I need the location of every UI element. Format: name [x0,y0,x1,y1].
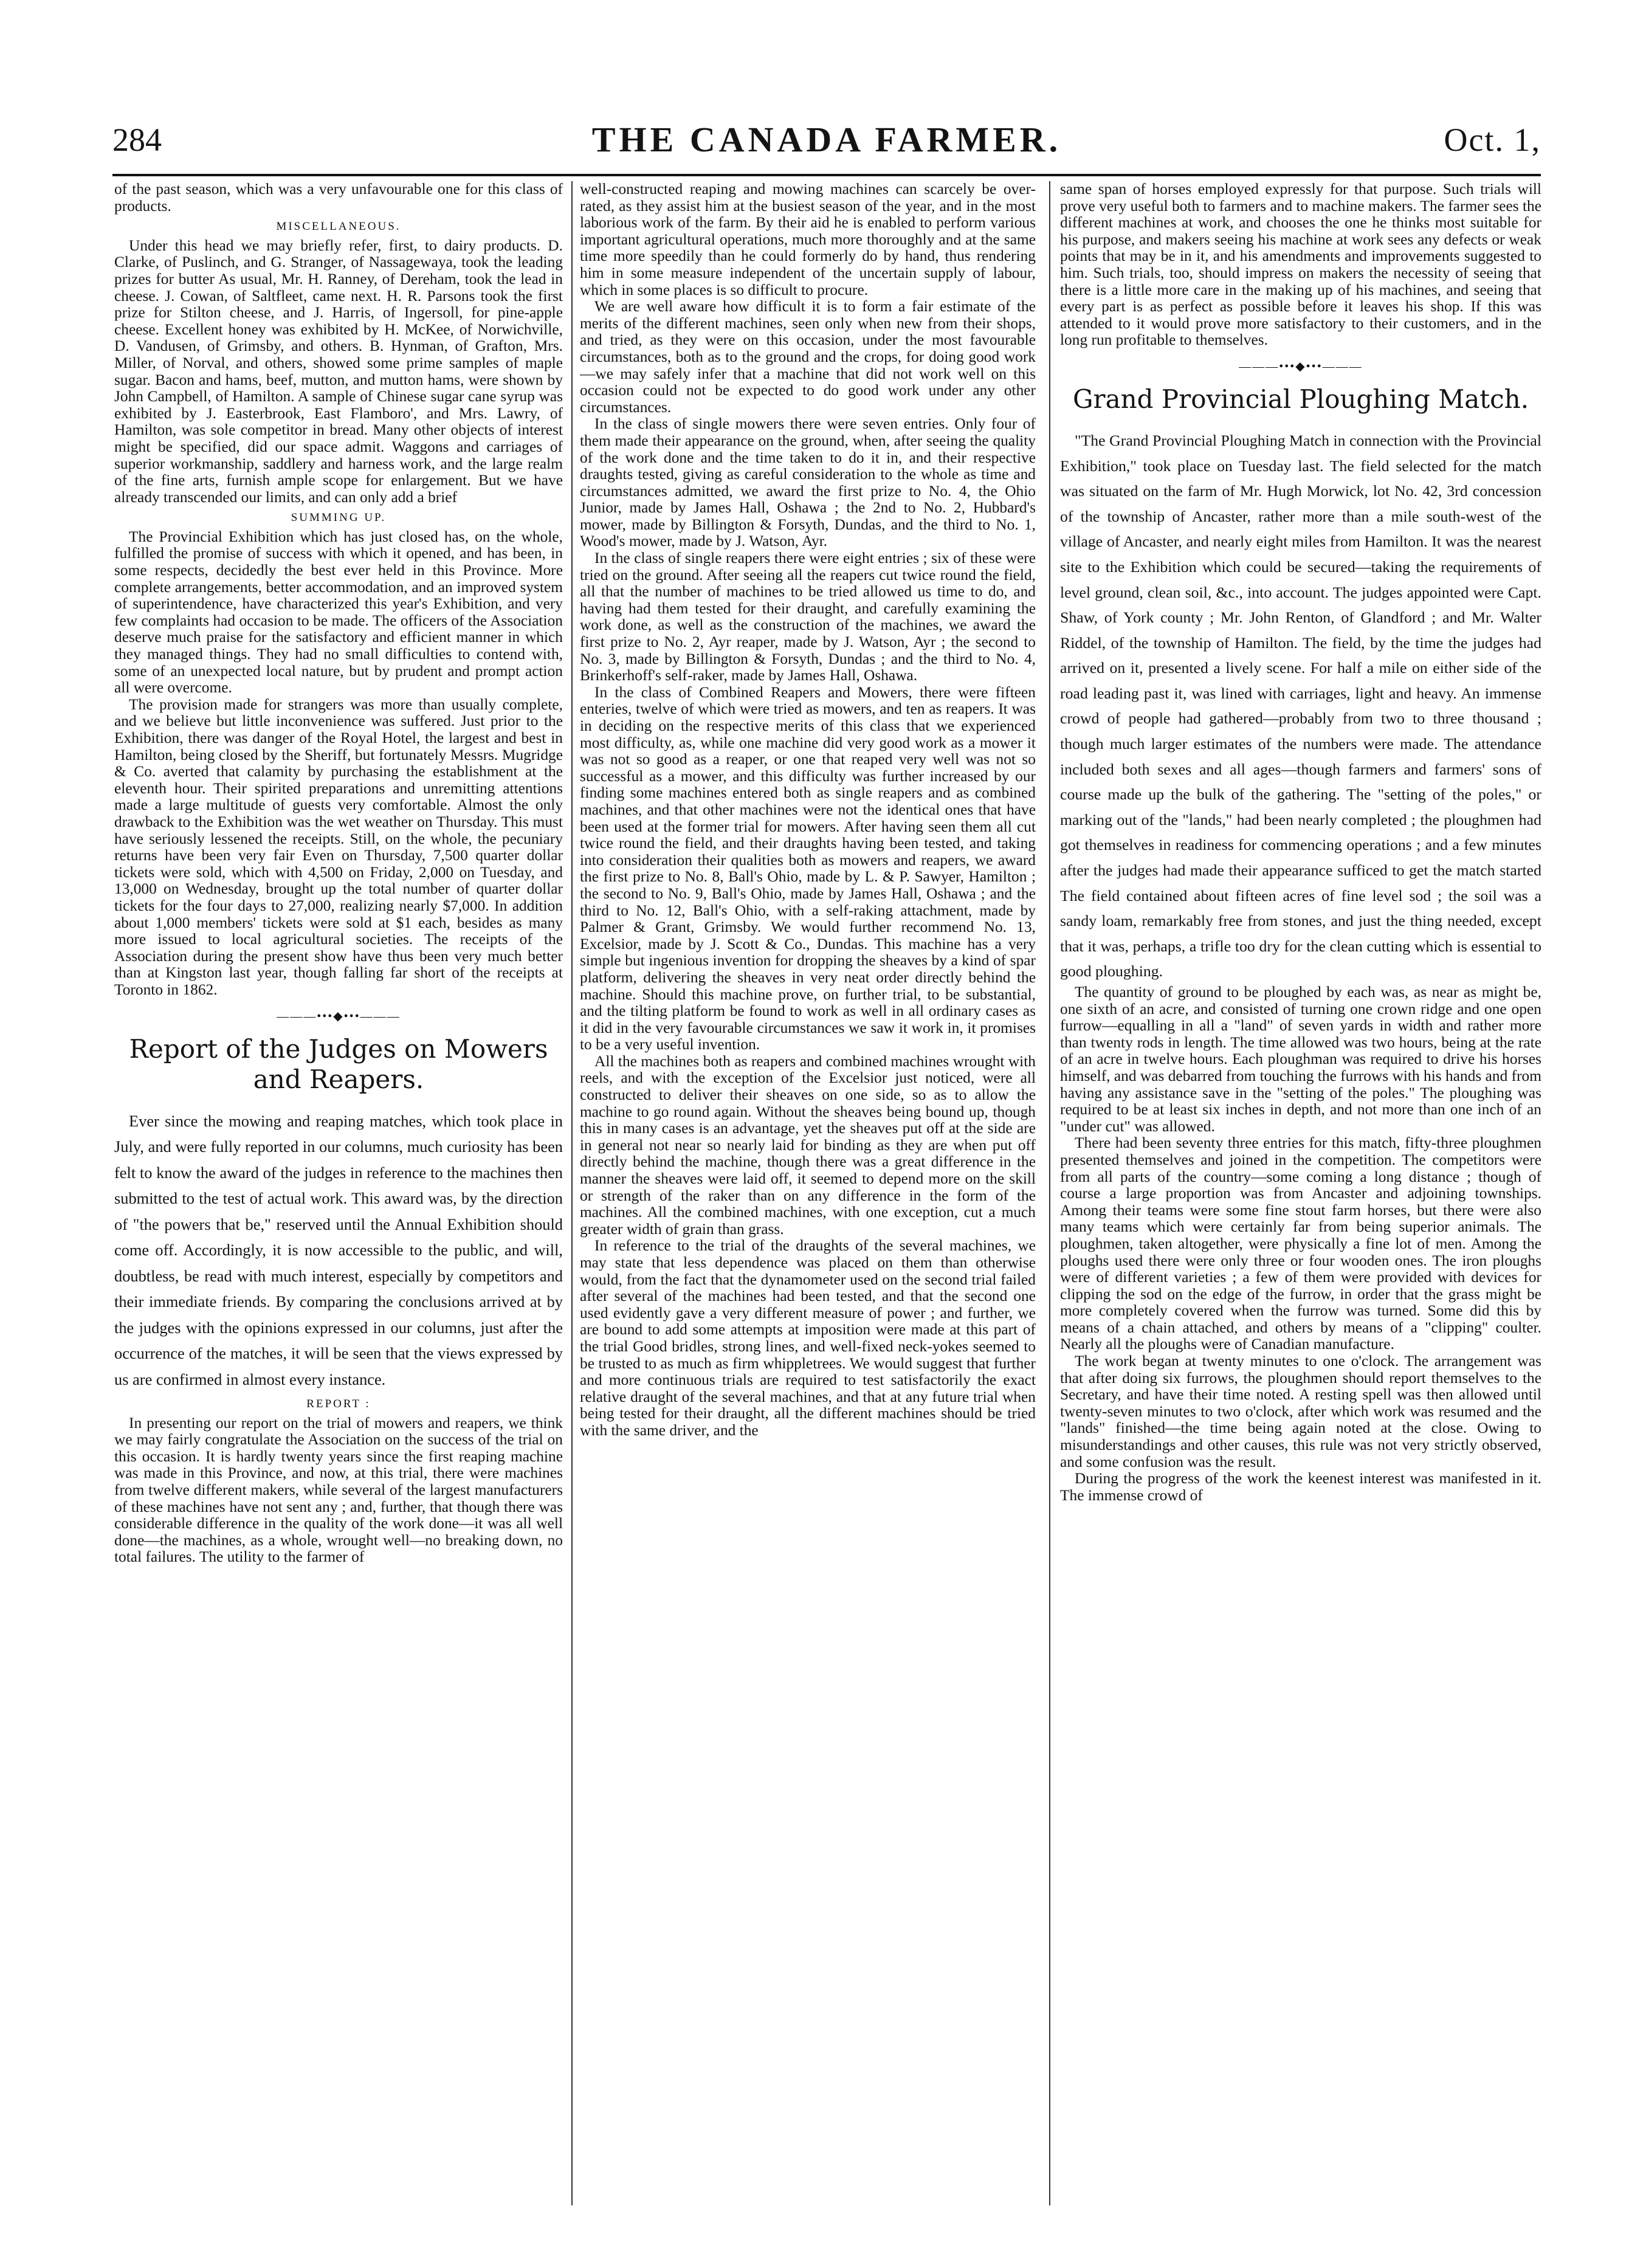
column-2 [580,181,1036,2205]
section-heading-miscellaneous: MISCELLANEOUS. [276,220,401,233]
column-3 [1060,181,1541,2205]
paragraph: In presenting our report on the trial of mowers and reapers, we think we may fairly congratulate the Association on the success of the trial on this occasion. It is hardly twenty years since the first reaping machine was made in this Province, and now, at this trial, there were machines from twelve different makers, while several of the largest manufacturers of these machines have not sent any ; and, further, that though there was considerable difference in the quality of the work done—it was all well done—the machines, as a whole, wrought well—no breaking down, no total failures. The utility to the farmer of [114,1414,563,1566]
paragraph: The quantity of ground to be ploughed by each was, as near as might be, one sixth of an acre, and consisted of turning one crown ridge and one open furrow—equalling in all a "land" of seven yards in width and rather more than twenty rods in length. The time allowed was two hours, being at the rate of an acre in twelve hours. Each ploughman was required to drive his horses himself, and was debarred from touching the furrows with his hands and from having any assistance save in the "setting of the poles." The ploughing was required to be at least six inches in depth, and not more than one inch of an "under cut" was allowed. [1060,984,1541,1135]
ornamental-divider: ———•••◆•••——— [277,1009,401,1023]
paragraph: In the class of Combined Reapers and Mowers, there were fifteen enteries, twelve of which were tried as mowers, and ten as reapers. It was in deciding on the respective merits of this class that we experienced most difficulty, as, while one machine did very good work as a mower it was not so good as a reaper, or one that reaped very well was not so successful as a mower, and this difficulty was further increased by our finding some machines entered both as single reapers and as combined machines, and that other machines were not the identical ones that have been used at the former trial for mowers. After having seen them all cut twice round the field, and their draughts having been tested, and taking into consideration their qualities both as mowers and reapers, we award the first prize to No. 8, Ball's Ohio, made by L. & P. Sawyer, Hamilton ; the second to No. 9, Ball's Ohio, made by James Hall, Oshawa ; and the third to No. 12, Ball's Ohio, with a self-raking attachment, made by Palmer & Grant, Grimsby. We would further recommend No. 13, Excelsior, made by J. Scott & Co., Dundas. This machine has a very simple but ingenious invention for dropping the sheaves by a kind of spar platform, delivering the sheaves in very neat order directly behind the machine. Should this machine prove, on further trial, to be substantial, and the tilting platform be found to work as well in all ordinary cases as it did in the very favourable circumstances we saw it work in, it promises to be a very useful invention. [580,683,1036,1053]
page-number: 284 [112,122,162,158]
column-divider [571,181,573,2205]
ornamental-divider: ———•••◆•••——— [1239,359,1363,373]
article-intro [114,1108,563,1393]
paragraph: Ever since the mowing and reaping matches, which took place in July, and were fully reported in our columns, much curiosity has been felt to know the award of the judges in reference to the machines then submitted to the test of actual work. This award was, by the direction of "the powers that be," reserved until the Annual Exhibition should come off. Accordingly, it is now accessible to the public, and will, doubtless, be read with much interest, especially by competitors and their immediate friends. By comparing the conclusions arrived at by the judges with the opinions expressed in our columns, just after the occurrence of the matches, it will be seen that the views expressed by us are confirmed in almost every instance. [114,1111,563,1388]
paragraph: During the progress of the work the keenest interest was manifested in it. The immense crowd of [1060,1470,1541,1504]
header-rule [112,174,1541,176]
paragraph: We are well aware how difficult it is to form a fair estimate of the merits of the different machines, seen only when new from their shops, and tried, as they were on this occasion, under the most favourable circumstances, both as to the ground and the crops, for doing good work—we may safely infer that a machine that did not work well on this occasion could not be expected to do good work under any other circumstances. [580,298,1036,416]
paragraph: same span of horses employed expressly for that purpose. Such trials will prove very useful both to farmers and to machine makers. The farmer sees the different machines at work, and chooses the one he thinks most suitable for his purpose, and makers seeing his machine at work sees any defects or weak points that may be in it, and his amendments and improvements suggested to him. Such trials, too, should impress on makers the necessity of seeing that there is a little more care in the making up of his machines, and seeing that every part is as perfect as possible before it leaves his shop. If this was attended to it would prove more satisfactory to their customers, and in the long run profitable to themselves. [1060,181,1541,349]
paragraph: In the class of single reapers there were eight entries ; six of these were tried on the ground. After seeing all the reapers cut twice round the field, all that the number of machines to be tried allowed us time to do, and having had them tested for their draught, and carefully examining the work done, as well as the construction of the machines, we award the first prize to No. 2, Ayr reaper, made by J. Watson, Ayr ; the second to No. 3, made by Billington & Forsyth, Dundas ; and the third to No. 4, Brinkerhoff's self-raker, made by James Hall, Oshawa. [580,550,1036,684]
paragraph: The provision made for strangers was more than usually complete, and we believe but little inconvenience was suffered. Just prior to the Exhibition, there was danger of the Royal Hotel, the largest and best in Hamilton, being closed by the Sheriff, but fortunately Messrs. Mugridge & Co. averted that calamity by purchasing the establishment at the eleventh hour. Their spirited preparations and unremitting attentions made a large multitude of guests very comfortable. Almost the only drawback to the Exhibition was the wet weather on Thursday. This must have seriously lessened the receipts. Still, on the whole, the pecuniary returns have been very fair Even on Thursday, 7,500 quarter dollar tickets were sold, which with 4,500 on Friday, 2,000 on Tuesday, and 13,000 on Wednesday, brought up the total number of quarter dollar tickets for the four days to 27,000, realizing nearly $7,000. In addition about 1,000 members' tickets were sold at $1 each, besides as many more issued to local agricultural societies. The receipts of the Association during the present show have thus been very much better than at Kingston last year, though falling far short of the receipts at Toronto in 1862. [114,695,563,998]
paragraph: "The Grand Provincial Ploughing Match in connection with the Provincial Exhibition," took place on Tuesday last. The field selected for the match was situated on the farm of Mr. Hugh Morwick, lot No. 42, 3rd concession of the township of Ancaster, rather more than a mile south-west of the village of Ancaster, and nearly eight miles from Hamilton. It was the nearest site to the Exhibition which could be secured—taking the requirements of level ground, clean soil, &c., into account. The judges appointed were Capt. Shaw, of York county ; Mr. John Renton, of Glandford ; and Mr. Walter Riddel, of the township of Hamilton. The field, by the time the judges had arrived on it, presented a lively scene. For half a mile on either side of the road leading past it, was lined with carriages, light and heavy. An immense crowd of people had gathered—probably from two to three thousand ; though much larger estimates of the numbers were made. The attendance included both sexes and all ages—though farmers and farmers' sons of course made up the bulk of the gathering. The "setting of the poles," or marking out of the "lands," had been nearly completed ; the ploughmen had got themselves in readiness for commencing operations ; and a few minutes after the judges had made their appearance sufficed to get the match started The field contained about fifteen acres of fine level sod ; the soil was a sandy loam, remarkably free from stones, and just the thing needed, except that it was, perhaps, a trifle too dry for the clean cutting which is essential to good ploughing. [1060,431,1541,981]
section-heading-summing-up: SUMMING UP. [291,511,387,525]
issue-date: Oct. 1, [1444,122,1541,158]
paragraph: All the machines both as reapers and combined machines wrought with reels, and with the exception of the Excelsior just noticed, were all constructed to deliver their sheaves on one side, so as to allow the machine to go round again. Without the sheaves being bound up, though this in many cases is an advantage, yet the sheaves put off at the side are in general not near so nearly laid for binding as they are when put off directly behind the machine, though there was a great difference in the manner the sheaves were laid off, it seemed to depend more on the skill or strength of the raker than on any difference in the form of the machines. All the combined machines, with one exception, cut a much greater width of grain than grass. [580,1052,1036,1238]
column-divider [1049,181,1050,2205]
article-title-judges-report: Report of the Judges on Mowers and Reapers. [129,1033,548,1094]
page-header [112,114,1541,165]
paragraph: The Provincial Exhibition which has just closed has, on the whole, fulfilled the promise of success with which it opened, and has been, in some respects, decidedly the best ever held in this Province. More complete arrangements, better accommodation, and an improved system of superintendence, have characterized this year's Exhibition, and very few complaints had occasion to be made. The officers of the Association deserve much praise for the satisfactory and efficient manner in which they managed things. They had no small difficulties to contend with, some of an unexpected local nature, but by prudent and prompt action all were overcome. [114,528,563,697]
column-1 [114,181,563,2205]
section-heading-report: REPORT : [306,1398,371,1410]
masthead-title: THE CANADA FARMER. [591,120,1062,159]
paragraph: well-constructed reaping and mowing machines can scarcely be over-rated, as they assist him at the busiest season of the year, and in the most laborious work of the farm. By their aid he is enabled to perform various important agricultural operations, much more thoroughly and at the same time more speedily than he could formerly do by hand, thus rendering him in some measure independent of the uncertain supply of labour, which in some places is so difficult to procure. [580,181,1036,298]
paragraph: The work began at twenty minutes to one o'clock. The arrangement was that after doing six furrows, the ploughmen should report themselves to the Secretary, and have their time noted. A resting spell was then allowed until twenty-seven minutes to two o'clock, after which work was resumed and the "lands" finished—the time being again noted at the close. Owing to misunderstandings and other causes, this rule was not very strictly observed, and some confusion was the result. [1060,1353,1541,1470]
paragraph: There had been seventy three entries for this match, fifty-three ploughmen presented themselves and joined in the competition. The competitors were from all parts of the country—some coming a long distance ; though of course a large proportion was from Ancaster and adjoining townships. Among their teams were some fine stout farm horses, but there were also many teams which were certainly far from being superior animals. The ploughmen, taken altogether, were physically a fine lot of men. Among the ploughs used there were only three or four wooden ones. The iron ploughs were of different varieties ; a few of them were provided with devices for clipping the sod on the edge of the furrow, in order that the grass might be more completely covered when the furrow was turned. Some did this by means of a chain attached, and others by means of a "clipping" coulter. Nearly all the ploughs were of Canadian manufacture. [1060,1134,1541,1353]
article-intro [1060,428,1541,984]
paragraph: Under this head we may briefly refer, first, to dairy products. D. Clarke, of Puslinch, and G. Stranger, of Nassagewaya, took the leading prizes for butter As usual, Mr. H. Ranney, of Dereham, took the lead in cheese. J. Cowan, of Saltfleet, came next. H. R. Parsons took the first prize for Stilton cheese, and J. Harris, of Ingersoll, for pine-apple cheese. Excellent honey was exhibited by H. McKee, of Norwichville, D. Vandusen, of Grimsby, and others. B. Hynman, of Grafton, Mrs. Miller, of Norval, and others, showed some prime samples of maple sugar. Bacon and hams, beef, mutton, and mutton hams, were shown by John Campbell, of Hamilton. A sample of Chinese sugar cane syrup was exhibited by J. Easterbrook, East Flamboro', and Mrs. Lawry, of Hamilton, was sole competitor in bread. Many other objects of interest might be specified, did our space admit. Waggons and carriages of superior workmanship, saddlery and harness work, and the large realm of the fine arts, furnish ample scope for enlargement. But we have already transcended our limits, and can only add a brief [114,236,563,506]
article-title-ploughing-match: Grand Provincial Ploughing Match. [1072,384,1529,414]
paragraph: of the past season, which was a very unfavourable one for this class of products. [114,181,563,215]
paragraph: In the class of single mowers there were seven entries. Only four of them made their appearance on the ground, when, after seeing the quality of the work done and the time taken to do it in, and their respective draughts tested, giving as careful consideration to the whole as time and circumstances admitted, we award the first prize to No. 4, the Ohio Junior, made by James Hall, Oshawa ; the 2nd to No. 2, Hubbard's mower, made by Billington & Forsyth, Dundas, and the third to No. 1, Wood's mower, made by J. Watson, Ayr. [580,415,1036,550]
paragraph: In reference to the trial of the draughts of the several machines, we may state that less dependence was placed on them than otherwise would, from the fact that the dynamometer used on the second trial failed after several of the machines had been tested, and that the second one used evidently gave a very different measure of power ; and further, we are bound to add some attempts at imposition were made at this part of the trial Good bridles, strong lines, and well-fixed neck-yokes seemed to be trusted to as much as firm whippletrees. We would suggest that further and more continuous trials are required to test satisfactorily the exact relative draught of the several machines, and that at any future trial when being tested for their draught, all the different machines should be tried with the same driver, and the [580,1237,1036,1439]
